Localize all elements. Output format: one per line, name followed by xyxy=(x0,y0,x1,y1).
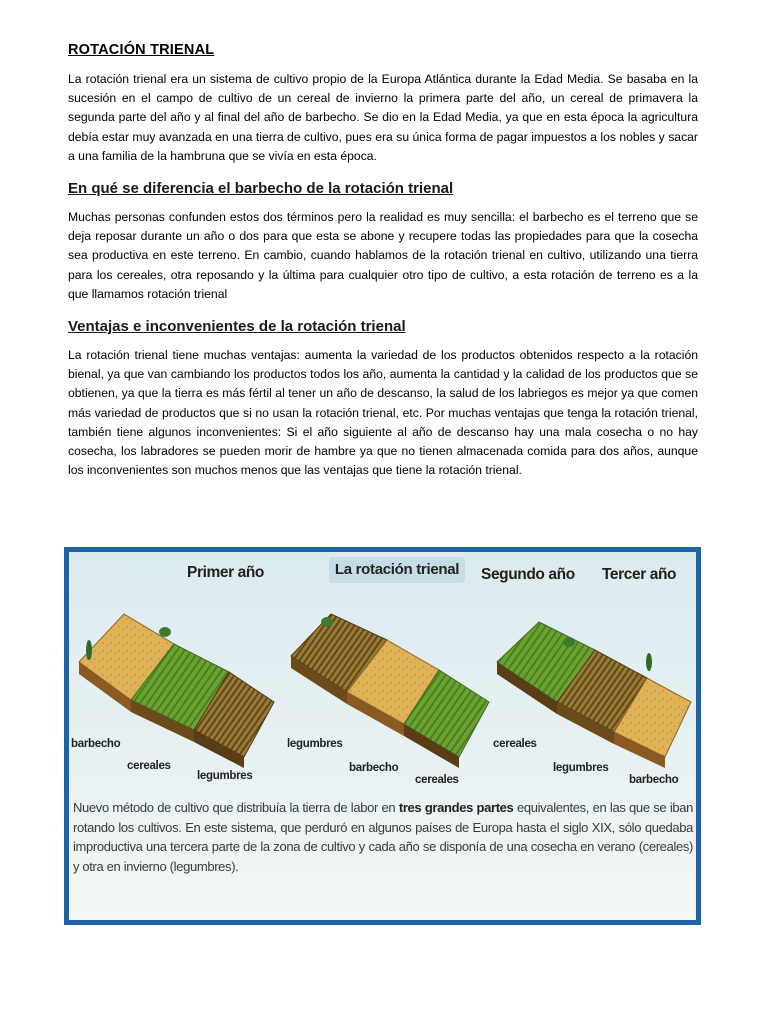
illustration-caption xyxy=(73,798,693,876)
section-paragraph-advantages: La rotación trienal tiene muchas ventajas: aumenta la variedad de los productos obtenidos respecto a la rotación bienal, ya que van cambiando los productos todos los año, aumenta la cantidad y la calidad de los productos que se obtienen, ya que la tierra es más fértil al tener un año de descanso, la salud de los labriegos es mejor ya que comen más variedad de productos que si no usan la rotación trienal, etc. Por muchas ventajas que tenga la rotación trienal, también tiene algunos inconvenientes: Si el año siguiente al año de descanso hay una mala cosecha o no hay cosecha, los labradores se pueden morir de hambre ya que no tienen almacenada comida para dos años, aunque los inconvenientes son muchos menos que las ventajas que tiene la rotación trienal. xyxy=(68,348,698,478)
label-y2-legume: legumbres xyxy=(287,738,343,750)
caption-bold-part: tres grandes partes xyxy=(398,800,514,815)
section-heading-advantages: Ventajas e inconvenientes de la rotación trienal xyxy=(68,318,406,336)
year-3-label: Tercer año xyxy=(602,566,677,583)
document-body xyxy=(68,42,698,480)
intro-paragraph: La rotación trienal era un sistema de cultivo propio de la Europa Atlántica durante la Edad Media. Se basaba en la sucesión en el campo de cultivo de un cereal de invierno la primera parte del año, un cereal de primavera la segunda parte del año y al final del año de barbecho. Se dio en la Edad Media, ya que en esta época la agricultura debía estar muy avanzada en una tierra de cultivo, pues era su única forma de pagar impuestos a los nobles y sacar a una familia de la hambruna que se vivía en esta época. xyxy=(68,72,698,163)
illustration-panel xyxy=(69,552,696,920)
caption-part-2: equivalentes, en las que se iban rotando los cultivos. En este sistema, que perduró en algunos países de Europa hasta el siglo XIX, sólo quedaba improductiva una tercera parte de la zona de cultivo y cada año se disponía de una cosecha en verano (cereales) y otra en invierno (legumbres). xyxy=(73,800,694,874)
label-y2-fallow: barbecho xyxy=(349,762,399,774)
illustration-title: La rotación trienal xyxy=(329,557,465,583)
label-y1-legume: legumbres xyxy=(197,770,253,782)
label-y3-legume: legumbres xyxy=(553,762,609,774)
section-heading-difference: En qué se diferencia el barbecho de la rotación trienal xyxy=(68,180,454,198)
document-title: ROTACIÓN TRIENAL xyxy=(68,42,215,58)
label-y1-cereal: cereales xyxy=(127,760,171,772)
rotation-illustration xyxy=(64,547,701,925)
label-y3-fallow: barbecho xyxy=(629,774,679,786)
section-paragraph-difference: Muchas personas confunden estos dos términos pero la realidad es muy sencilla: el barbecho es el terreno que se deja reposar durante un año o dos para que esta se abone y recupere todas las propiedades para que la cosecha sea productiva en este terreno. En cambio, cuando hablamos de la rotación trienal en cultivo, utilizando una tierra para los cereales, otra reposando y la última para cualquier otro tipo de cultivo, a esta rotación de terreno es a la que llamamos rotación trienal xyxy=(68,210,698,301)
label-y1-fallow: barbecho xyxy=(71,738,121,750)
label-y2-cereal: cereales xyxy=(415,774,459,786)
year-2-label: Segundo año xyxy=(481,566,575,583)
year-1-label: Primer año xyxy=(187,564,264,581)
label-y3-cereal: cereales xyxy=(493,738,537,750)
caption-part-1: Nuevo método de cultivo que distribuía la tierra de labor en xyxy=(73,800,399,815)
